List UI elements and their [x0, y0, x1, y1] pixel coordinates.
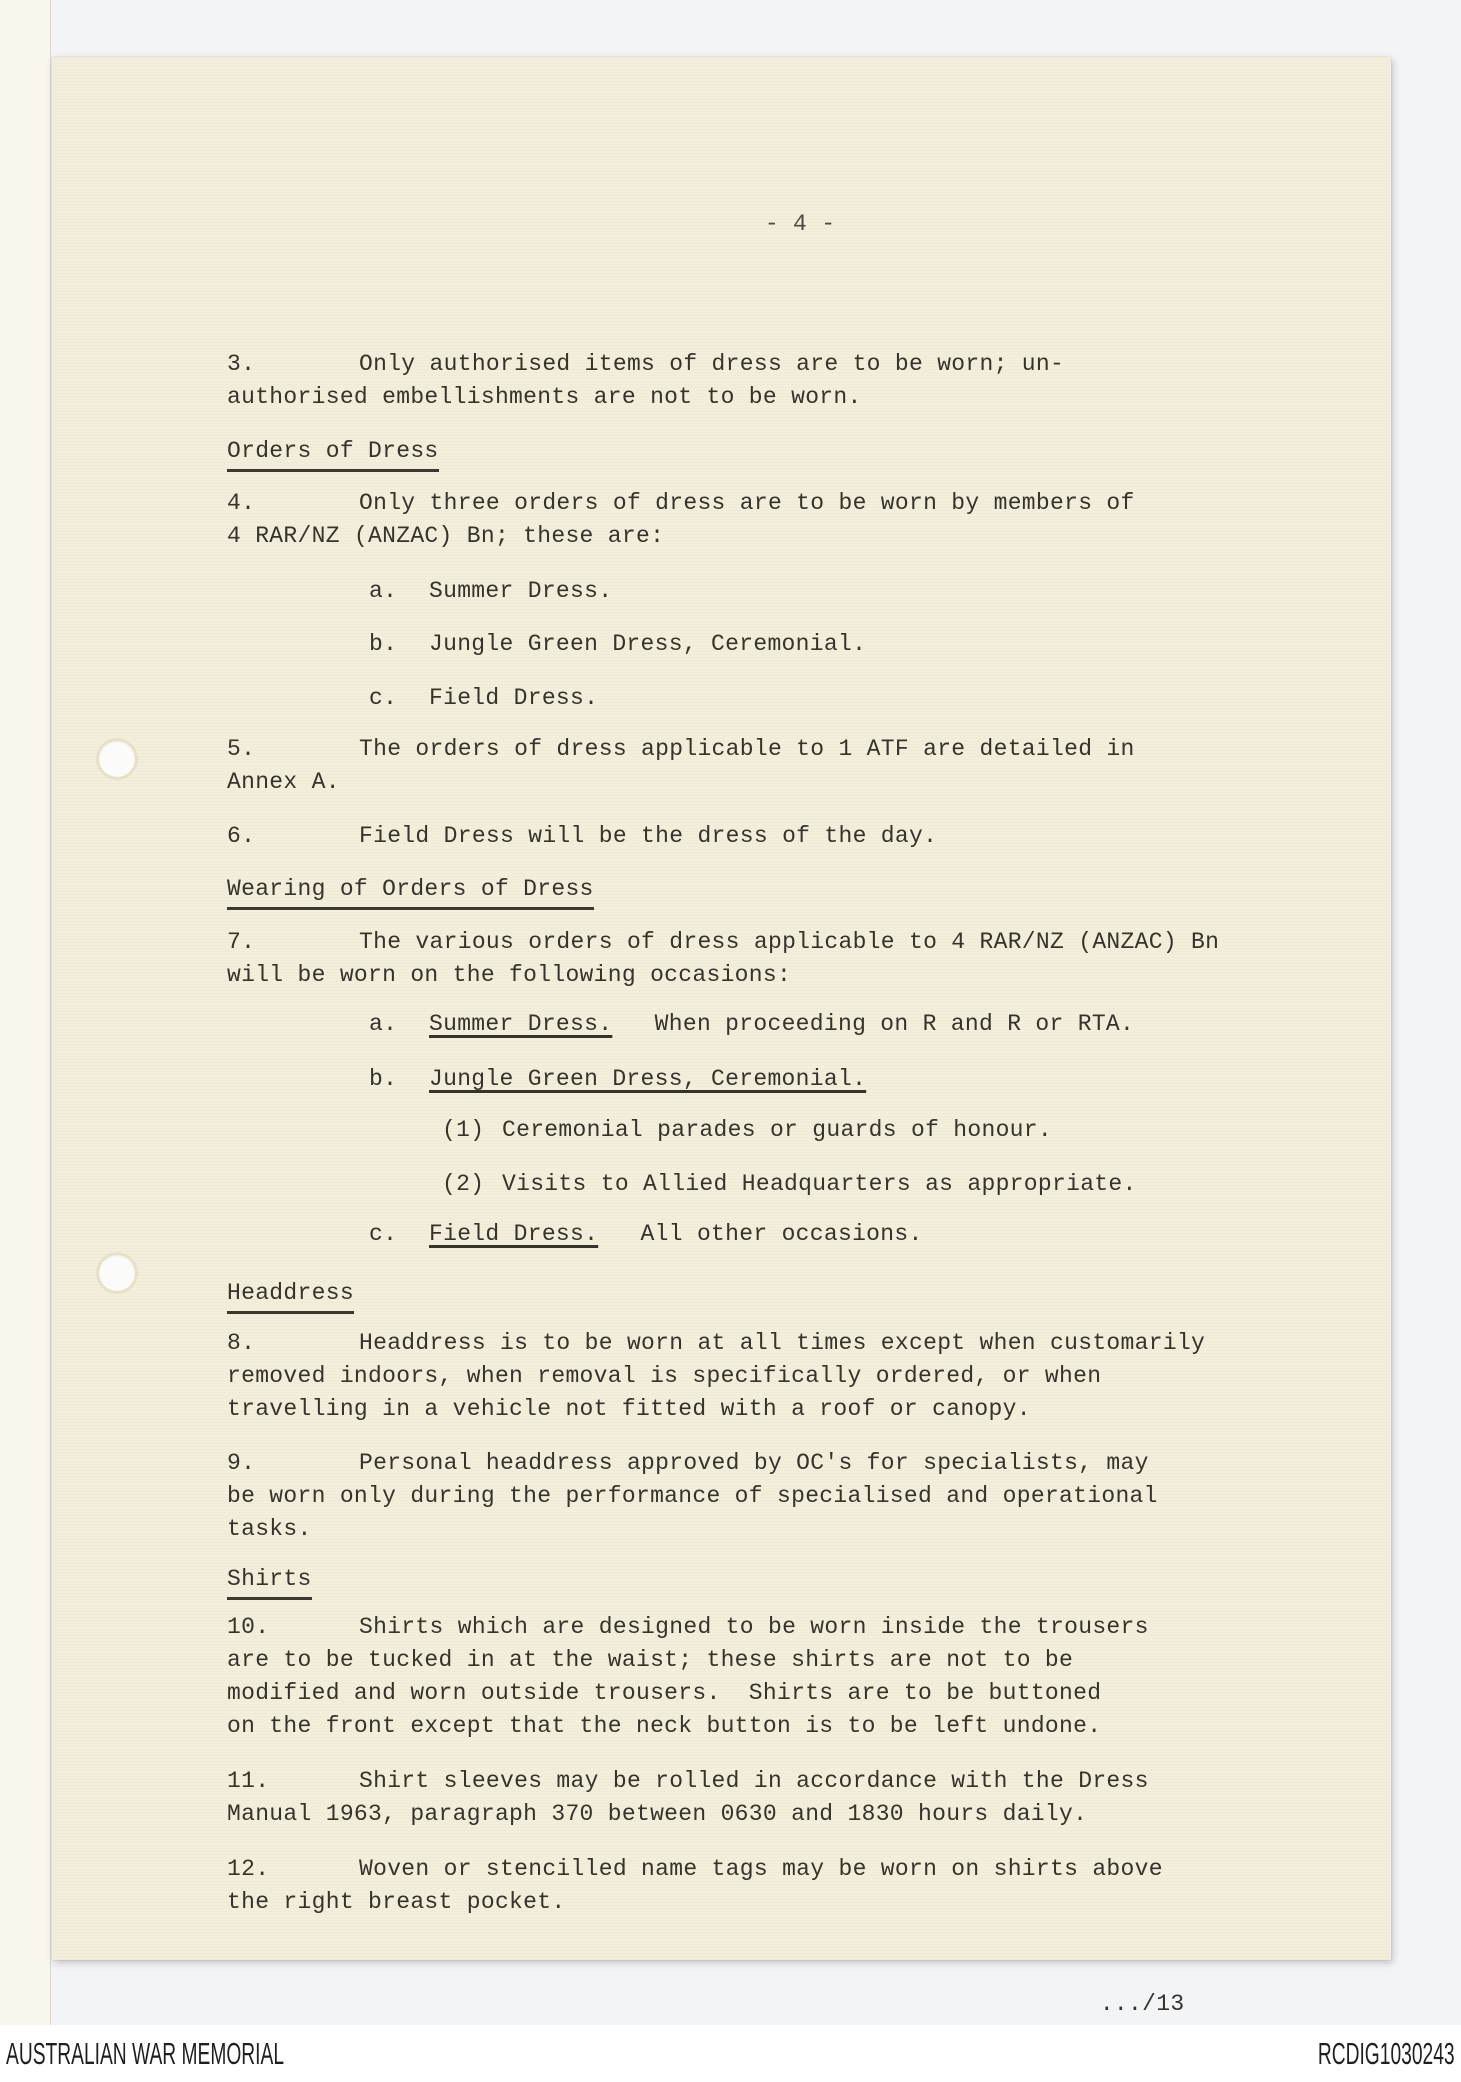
list-item-4c: [369, 682, 1287, 715]
item-text: All other occasions.: [598, 1221, 923, 1247]
para-number: 7.: [227, 929, 256, 955]
continuation-text: .../13: [1099, 1991, 1185, 2017]
item-label: b.: [369, 1066, 398, 1092]
para-number: 11.: [227, 1768, 270, 1794]
para-line: the right breast pocket.: [227, 1889, 566, 1915]
paragraph-7: [227, 926, 1287, 992]
para-line: Manual 1963, paragraph 370 between 0630 and 1830 hours daily.: [227, 1801, 1088, 1827]
para-line: Annex A.: [227, 769, 340, 795]
item-text: Visits to Allied Headquarters as appropriate.: [502, 1171, 1137, 1197]
para-number: 12.: [227, 1856, 270, 1882]
document-paper: [52, 57, 1391, 2017]
para-line: Only authorised items of dress are to be worn; un-: [359, 351, 1065, 377]
para-line: tasks.: [227, 1516, 312, 1542]
para-number: 4.: [227, 490, 256, 516]
item-label: b.: [369, 631, 398, 657]
section-heading: Shirts: [227, 1563, 312, 1600]
para-number: 6.: [227, 823, 256, 849]
para-line: The various orders of dress applicable to 4 RAR/NZ (ANZAC) Bn: [359, 929, 1220, 955]
paragraph-6: [227, 820, 1287, 853]
dress-name-underlined: Field Dress.: [429, 1221, 599, 1247]
item-text: Jungle Green Dress, Ceremonial.: [429, 631, 867, 657]
heading-wearing-of-orders-of-dress: [227, 873, 1287, 910]
para-line: Personal headdress approved by OC's for specialists, may: [359, 1450, 1149, 1476]
para-line: Field Dress will be the dress of the day.: [359, 823, 938, 849]
item-label: (2): [442, 1171, 485, 1197]
item-text: Field Dress.: [429, 685, 599, 711]
paragraph-3: [227, 348, 1287, 414]
para-number: 3.: [227, 351, 256, 377]
list-item-7b-2: [442, 1168, 1287, 1201]
list-item-7b-1: [442, 1114, 1287, 1147]
item-label: (1): [442, 1117, 485, 1143]
para-line: on the front except that the neck button is to be left undone.: [227, 1713, 1102, 1739]
paragraph-4: [227, 487, 1287, 553]
section-heading: Headdress: [227, 1277, 354, 1314]
item-label: c.: [369, 685, 398, 711]
list-item-4b: [369, 628, 1287, 661]
paragraph-12: [227, 1853, 1287, 1919]
underlying-sheet-edge: [0, 0, 51, 2082]
paragraph-10: [227, 1611, 1287, 1743]
item-text: When proceeding on R and R or RTA.: [612, 1011, 1135, 1037]
dress-name-underlined: Jungle Green Dress, Ceremonial.: [429, 1066, 867, 1092]
dress-name-underlined: Summer Dress.: [429, 1011, 613, 1037]
para-line: travelling in a vehicle not fitted with a roof or canopy.: [227, 1396, 1031, 1422]
para-line: removed indoors, when removal is specifically ordered, or when: [227, 1363, 1102, 1389]
archive-reference-id: RCDIG1030243: [1318, 2035, 1455, 2071]
item-label: c.: [369, 1221, 398, 1247]
list-item-7c: [369, 1218, 1287, 1251]
para-line: Woven or stencilled name tags may be worn on shirts above: [359, 1856, 1163, 1882]
para-number: 9.: [227, 1450, 256, 1476]
item-text: Ceremonial parades or guards of honour.: [502, 1117, 1052, 1143]
page-number: [652, 175, 1287, 274]
section-heading: Orders of Dress: [227, 435, 439, 472]
para-line: are to be tucked in at the waist; these shirts are not to be: [227, 1647, 1074, 1673]
para-line: authorised embellishments are not to be worn.: [227, 384, 862, 410]
para-number: 10.: [227, 1614, 270, 1640]
para-line: Only three orders of dress are to be worn by members of: [359, 490, 1135, 516]
punch-hole-bottom: [99, 1255, 135, 1291]
para-line: will be worn on the following occasions:: [227, 962, 792, 988]
para-number: 5.: [227, 736, 256, 762]
paragraph-11: [227, 1765, 1287, 1831]
archive-name: AUSTRALIAN WAR MEMORIAL: [6, 2035, 285, 2071]
punch-hole-top: [99, 741, 135, 777]
typed-content: [227, 57, 1287, 2054]
para-line: Headdress is to be worn at all times except when customarily: [359, 1330, 1206, 1356]
paragraph-8: [227, 1327, 1287, 1426]
para-line: Shirt sleeves may be rolled in accordance with the Dress: [359, 1768, 1149, 1794]
item-label: a.: [369, 1011, 398, 1037]
archive-footer: [0, 2025, 1461, 2082]
heading-shirts: [227, 1563, 1287, 1600]
paragraph-5: [227, 733, 1287, 799]
para-line: be worn only during the performance of specialised and operational: [227, 1483, 1158, 1509]
section-heading: Wearing of Orders of Dress: [227, 873, 594, 910]
para-line: modified and worn outside trousers. Shirts are to be buttoned: [227, 1680, 1102, 1706]
item-label: a.: [369, 578, 398, 604]
list-item-7b: [369, 1063, 1287, 1096]
list-item-7a: [369, 1008, 1287, 1041]
para-line: The orders of dress applicable to 1 ATF are detailed in: [359, 736, 1135, 762]
heading-orders-of-dress: [227, 435, 1287, 472]
para-number: 8.: [227, 1330, 256, 1356]
para-line: Shirts which are designed to be worn inside the trousers: [359, 1614, 1149, 1640]
item-text: Summer Dress.: [429, 578, 613, 604]
paragraph-9: [227, 1447, 1287, 1546]
para-line: 4 RAR/NZ (ANZAC) Bn; these are:: [227, 523, 665, 549]
page-number-text: - 4 -: [764, 211, 836, 237]
heading-headdress: [227, 1277, 1287, 1314]
list-item-4a: [369, 575, 1287, 608]
